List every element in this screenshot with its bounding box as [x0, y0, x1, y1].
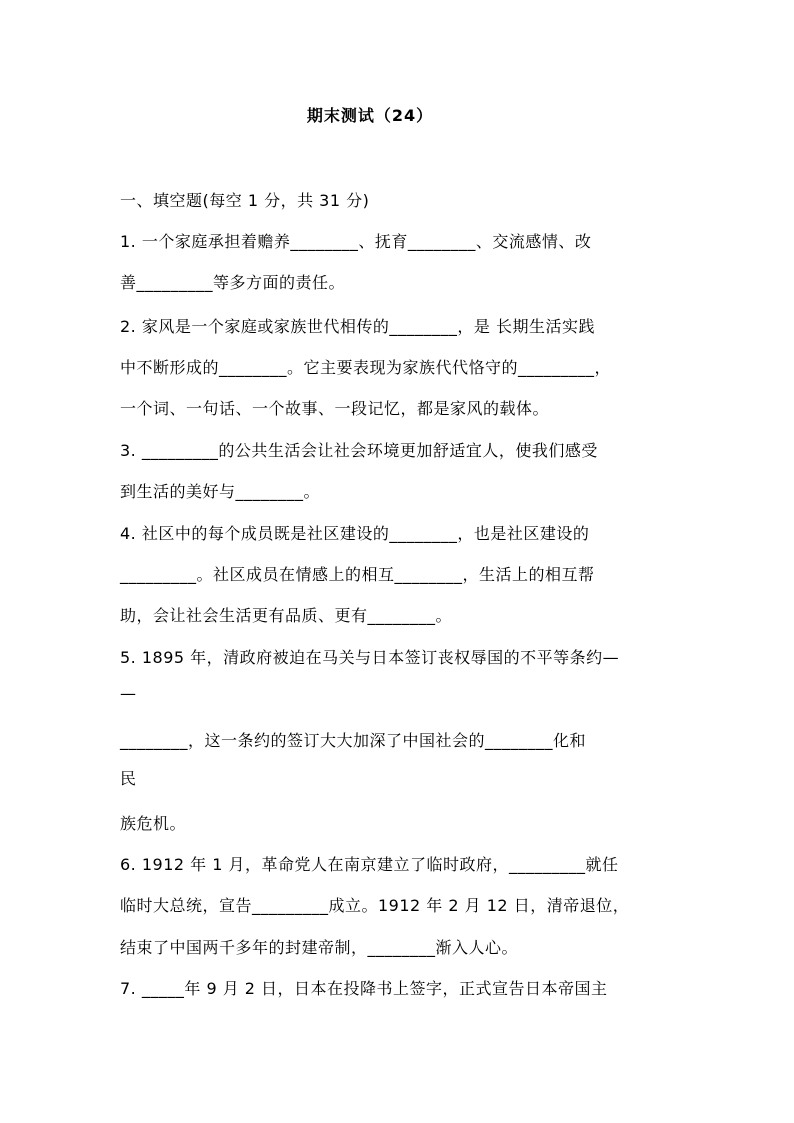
question-2-line-3: 一个词、一句话、一个故事、一段记忆，都是家风的载体。 [120, 399, 550, 418]
question-2-line-2: 中不断形成的________。它主要表现为家族代代恪守的_________， [120, 358, 612, 377]
question-4-line-2: _________。社区成员在情感上的相互________，生活上的相互帮 [120, 565, 595, 584]
question-5-line-3: ________，这一条约的签订大大加深了中国社会的________化和 [120, 731, 587, 750]
question-1-line-2: 善_________等多方面的责任。 [120, 273, 346, 292]
question-5-line-4: 民 [120, 769, 137, 788]
question-2-line-1: 2. 家风是一个家庭或家族世代相传的________，是 长期生活实践 [120, 317, 595, 336]
question-4-line-3: 助，会让社会生活更有品质、更有________。 [120, 606, 453, 625]
question-3-line-2: 到生活的美好与________。 [120, 482, 321, 501]
question-5-line-5: 族危机。 [120, 814, 187, 833]
question-6-line-3: 结束了中国两千多年的封建帝制，________渐入人心。 [120, 938, 519, 957]
page-title: 期末测试（24） [306, 106, 434, 125]
question-7-line-1: 7. _____年 9 月 2 日，日本在投降书上签字，正式宣告日本帝国主 [120, 979, 608, 998]
question-6-line-2: 临时大总统，宣告_________成立。1912 年 2 月 12 日，清帝退位， [120, 896, 630, 915]
question-4-line-1: 4. 社区中的每个成员既是社区建设的________，也是社区建设的 [120, 524, 590, 543]
question-5-line-1: 5. 1895 年，清政府被迫在马关与日本签订丧权辱国的不平等条约— [120, 648, 620, 667]
question-1-line-1: 1. 一个家庭承担着赡养________、抚育________、交流感情、改 [120, 232, 592, 251]
question-3-line-1: 3. _________的公共生活会让社会环境更加舒适宜人，使我们感受 [120, 441, 598, 460]
section-heading: 一、填空题(每空 1 分，共 31 分) [120, 191, 370, 210]
question-6-line-1: 6. 1912 年 1 月，革命党人在南京建立了临时政府，_________就任 [120, 855, 619, 874]
question-5-line-2: — [120, 684, 137, 703]
